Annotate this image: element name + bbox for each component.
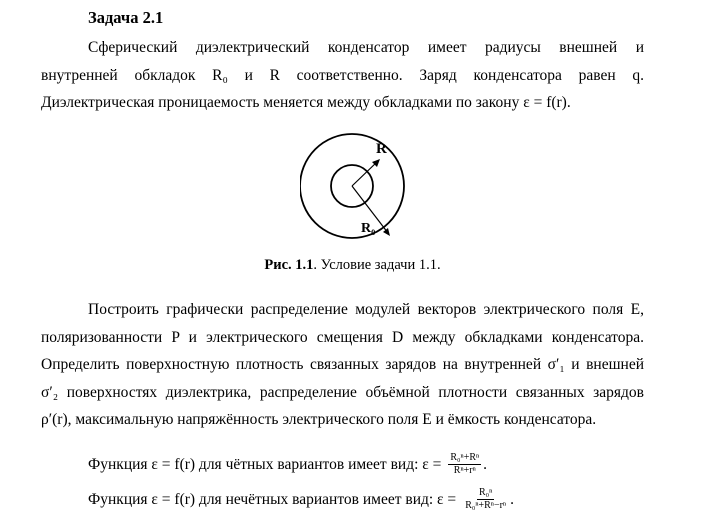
function-even-suffix: . [483, 455, 488, 473]
function-odd-fraction [463, 487, 508, 512]
function-even [88, 452, 487, 477]
fraction-denominator: Rⁿ+rⁿ [453, 465, 476, 476]
fraction-numerator: R₀ⁿ [478, 487, 493, 498]
fraction-numerator: R₀ⁿ+Rⁿ [450, 452, 480, 463]
task-title: Задача 2.1 [88, 8, 164, 27]
label-outer-radius: R [376, 141, 387, 157]
task-line: ρ′(r), максимальную напряжённость электрического поля E и ёмкость конденсатора. [41, 411, 597, 428]
figure-caption [0, 257, 705, 274]
label-inner-radius: R₀ [361, 221, 376, 236]
function-even-text: Функция ε = f(r) для чётных вариантов имеет вид: ε = [88, 455, 442, 473]
task-line: σ′₂ поверхностях диэлектрика, распределение объёмной плотности связанных зарядов [41, 383, 644, 401]
intro-line: Сферический диэлектрический конденсатор имеет радиусы внешней и [88, 39, 644, 56]
arrowhead-icon [383, 228, 390, 236]
task-paragraph [41, 296, 644, 434]
fraction-denominator: R₀ⁿ+Rⁿ−rⁿ [465, 500, 507, 511]
function-odd-text: Функция ε = f(r) для нечётных вариантов имеет вид: ε = [88, 490, 457, 508]
caption-text: . Условие задачи 1.1. [313, 257, 441, 273]
task-line: поляризованности P и электрического смещения D между обкладками конденсатора. [41, 328, 644, 346]
function-odd [88, 487, 514, 512]
task-line: Определить поверхностную плотность связанных зарядов на внутренней σ′₁ и внешней [41, 356, 644, 373]
intro-paragraph [41, 34, 644, 117]
function-odd-suffix: . [510, 490, 514, 508]
capacitor-figure [300, 128, 410, 248]
intro-line: Диэлектрическая проницаемость меняется между обкладками по закону ε = f(r). [41, 94, 571, 111]
task-line: Построить графически распределение модулей векторов электрического поля E, [88, 301, 644, 318]
intro-line: внутренней обкладок R₀ и R соответственно. Заряд конденсатора равен q. [41, 66, 644, 84]
caption-label: Рис. 1.1 [264, 257, 314, 273]
function-even-fraction [448, 452, 481, 477]
